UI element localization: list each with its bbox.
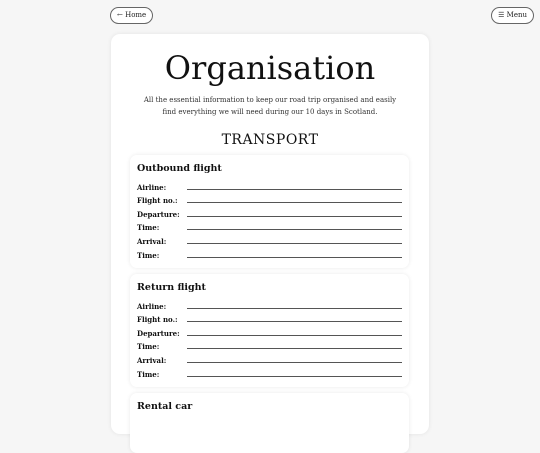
departure-fill-line[interactable]	[187, 334, 402, 336]
departure-fill-line[interactable]	[187, 215, 402, 217]
field-label-departure-time: Time:	[137, 342, 160, 352]
field-label-arrival-time: Time:	[137, 369, 160, 379]
field-row	[137, 365, 402, 379]
departure-time-fill-line[interactable]	[187, 228, 402, 230]
field-label-airline: Airline:	[137, 301, 167, 311]
field-label-flight-no: Flight no.:	[137, 196, 178, 206]
return-flight-title: Return flight	[137, 282, 206, 293]
page-title: Organisation	[164, 49, 376, 87]
field-label-departure: Departure:	[137, 209, 180, 219]
arrival-time-fill-line[interactable]	[187, 256, 402, 258]
field-row	[137, 351, 402, 365]
outbound-flight-card	[130, 155, 409, 268]
arrival-time-fill-line[interactable]	[187, 375, 402, 377]
field-row	[137, 192, 402, 206]
airline-fill-line[interactable]	[187, 307, 402, 309]
field-row	[137, 338, 402, 352]
menu-button-label: ☰ Menu	[498, 11, 527, 19]
arrival-fill-line[interactable]	[187, 242, 402, 244]
field-label-arrival: Arrival:	[137, 236, 167, 246]
field-label-departure: Departure:	[137, 328, 180, 338]
field-row	[137, 232, 402, 246]
section-heading-transport: TRANSPORT	[221, 132, 319, 148]
field-row	[137, 311, 402, 325]
field-row	[137, 178, 402, 192]
field-label-flight-no: Flight no.:	[137, 315, 178, 325]
home-button[interactable]	[110, 7, 153, 24]
field-row	[137, 205, 402, 219]
field-label-departure-time: Time:	[137, 223, 160, 233]
departure-time-fill-line[interactable]	[187, 347, 402, 349]
main-card	[111, 34, 429, 434]
field-row	[137, 324, 402, 338]
field-label-arrival: Arrival:	[137, 355, 167, 365]
arrival-fill-line[interactable]	[187, 361, 402, 363]
field-row	[137, 246, 402, 260]
flight-no-fill-line[interactable]	[187, 320, 402, 322]
menu-button[interactable]	[491, 7, 534, 24]
field-label-airline: Airline:	[137, 182, 167, 192]
rental-car-card	[130, 393, 409, 453]
field-row	[137, 219, 402, 233]
field-row	[137, 297, 402, 311]
rental-car-title: Rental car	[137, 401, 193, 412]
flight-no-fill-line[interactable]	[187, 201, 402, 203]
home-button-label: ← Home	[117, 11, 147, 19]
page-intro: All the essential information to keep our road trip organised and easily find everything we will need during our 10 days in Scotland.	[143, 96, 397, 116]
outbound-flight-title: Outbound flight	[137, 163, 222, 174]
field-label-arrival-time: Time:	[137, 250, 160, 260]
airline-fill-line[interactable]	[187, 188, 402, 190]
return-flight-card	[130, 274, 409, 387]
